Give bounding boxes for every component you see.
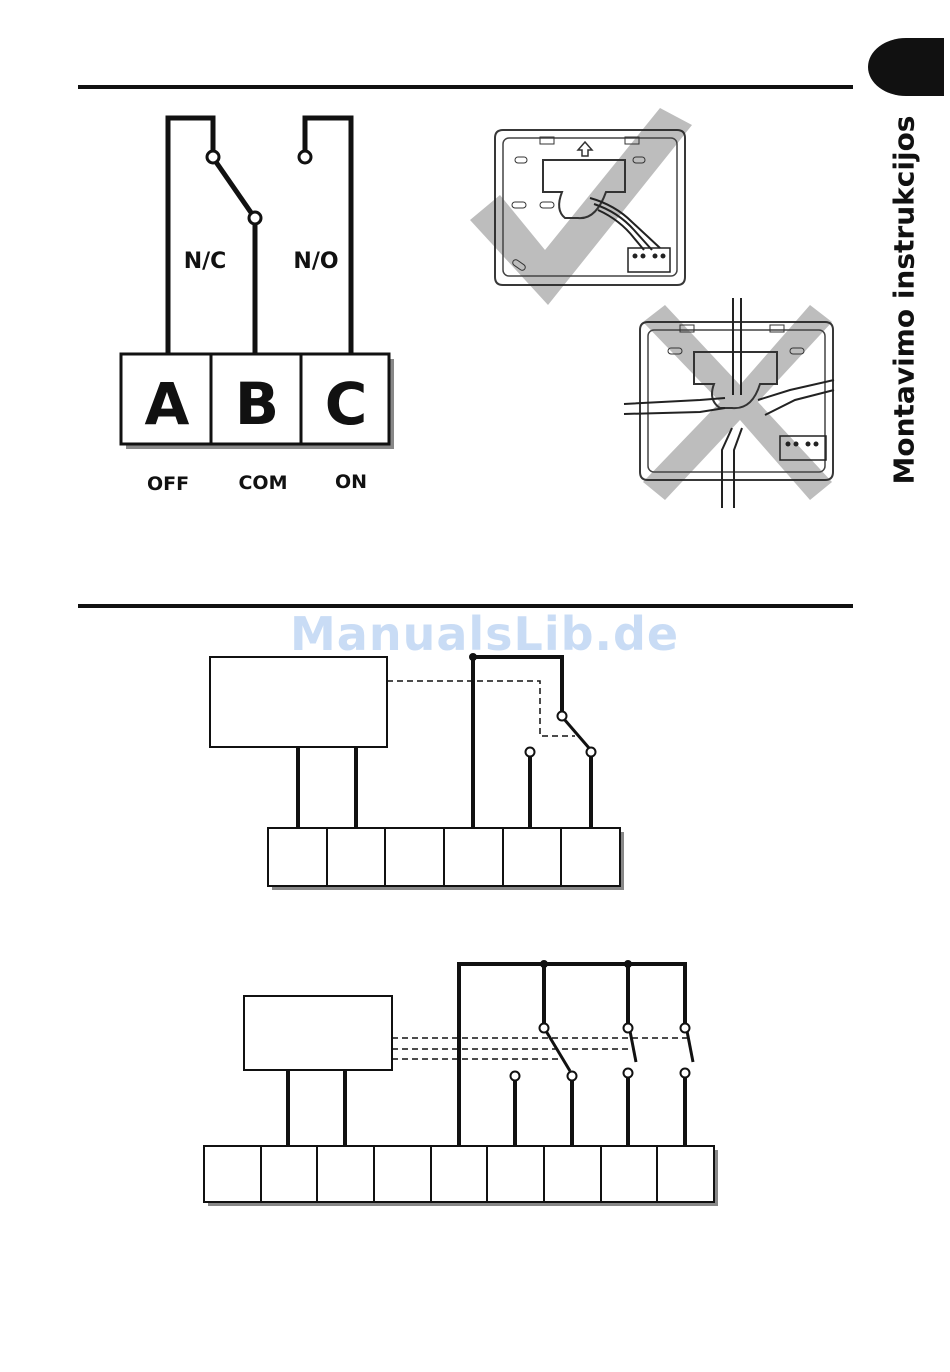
no-wire [305,118,351,354]
off-caption: OFF [146,473,190,495]
nc-contact [207,151,219,163]
terminal-a-label: A [144,370,190,438]
on-caption: ON [334,471,368,493]
incorrect-mounting-illustration [624,298,834,508]
side-title-text: Montavimo instrukcijos [887,115,921,485]
com-contact [249,212,261,224]
triple-relay-wiring-diagram [204,961,718,1207]
no-contact [299,151,311,163]
nc-label: N/C [183,249,227,274]
controller-box-2 [244,996,392,1070]
com-caption: COM [238,472,288,494]
correct-mounting-illustration [470,108,692,305]
watermark: ManualsLib.de [290,607,680,661]
single-relay-wiring-diagram [210,654,624,891]
nc-wire [168,118,213,354]
terminal-b-label: B [234,370,280,438]
controller-box [210,657,387,747]
terminal-c-label: C [324,370,368,438]
terminal-strip-9 [204,1146,714,1202]
switch-blade [216,162,252,214]
no-label: N/O [293,249,339,274]
